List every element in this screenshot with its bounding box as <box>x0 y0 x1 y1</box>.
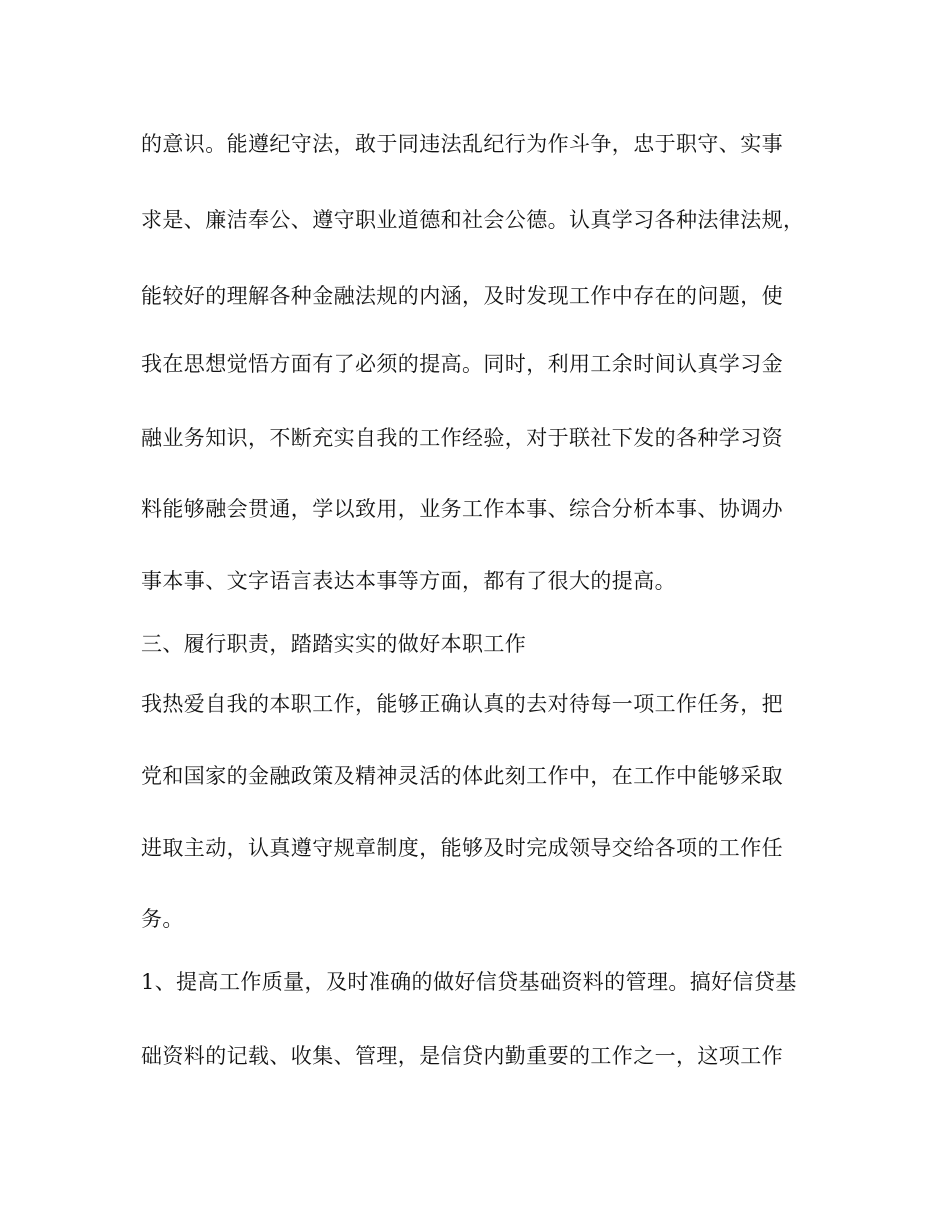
paragraph-line: 进取主动，认真遵守规章制度，能够及时完成领导交给各项的工作任 <box>141 836 783 860</box>
paragraph-line: 能较好的理解各种金融法规的内涵，及时发现工作中存在的问题，使 <box>141 284 783 308</box>
paragraph-line: 我在思想觉悟方面有了必须的提高。同时，利用工余时间认真学习金 <box>141 352 783 376</box>
paragraph-line: 我热爱自我的本职工作，能够正确认真的去对待每一项工作任务，把 <box>141 692 783 716</box>
section-heading: 三、履行职责，踏踏实实的做好本职工作 <box>141 632 527 656</box>
paragraph-line: 的意识。能遵纪守法，敢于同违法乱纪行为作斗争，忠于职守、实事 <box>141 132 783 156</box>
paragraph-line: 融业务知识，不断充实自我的工作经验，对于联社下发的各种学习资 <box>141 426 783 450</box>
paragraph-line: 事本事、文字语言表达本事等方面，都有了很大的提高。 <box>141 569 676 593</box>
paragraph-line: 求是、廉洁奉公、遵守职业道德和社会公德。认真学习各种法律法规， <box>141 208 805 232</box>
paragraph-line: 础资料的记载、收集、管理，是信贷内勤重要的工作之一，这项工作 <box>141 1044 783 1068</box>
paragraph-line: 务。 <box>141 907 184 931</box>
paragraph-line: 料能够融会贯通，学以致用，业务工作本事、综合分析本事、协调办 <box>141 497 783 521</box>
paragraph-line: 党和国家的金融政策及精神灵活的体此刻工作中，在工作中能够采取 <box>141 764 783 788</box>
paragraph-line: 1、提高工作质量，及时准确的做好信贷基础资料的管理。搞好信贷基 <box>141 970 797 994</box>
